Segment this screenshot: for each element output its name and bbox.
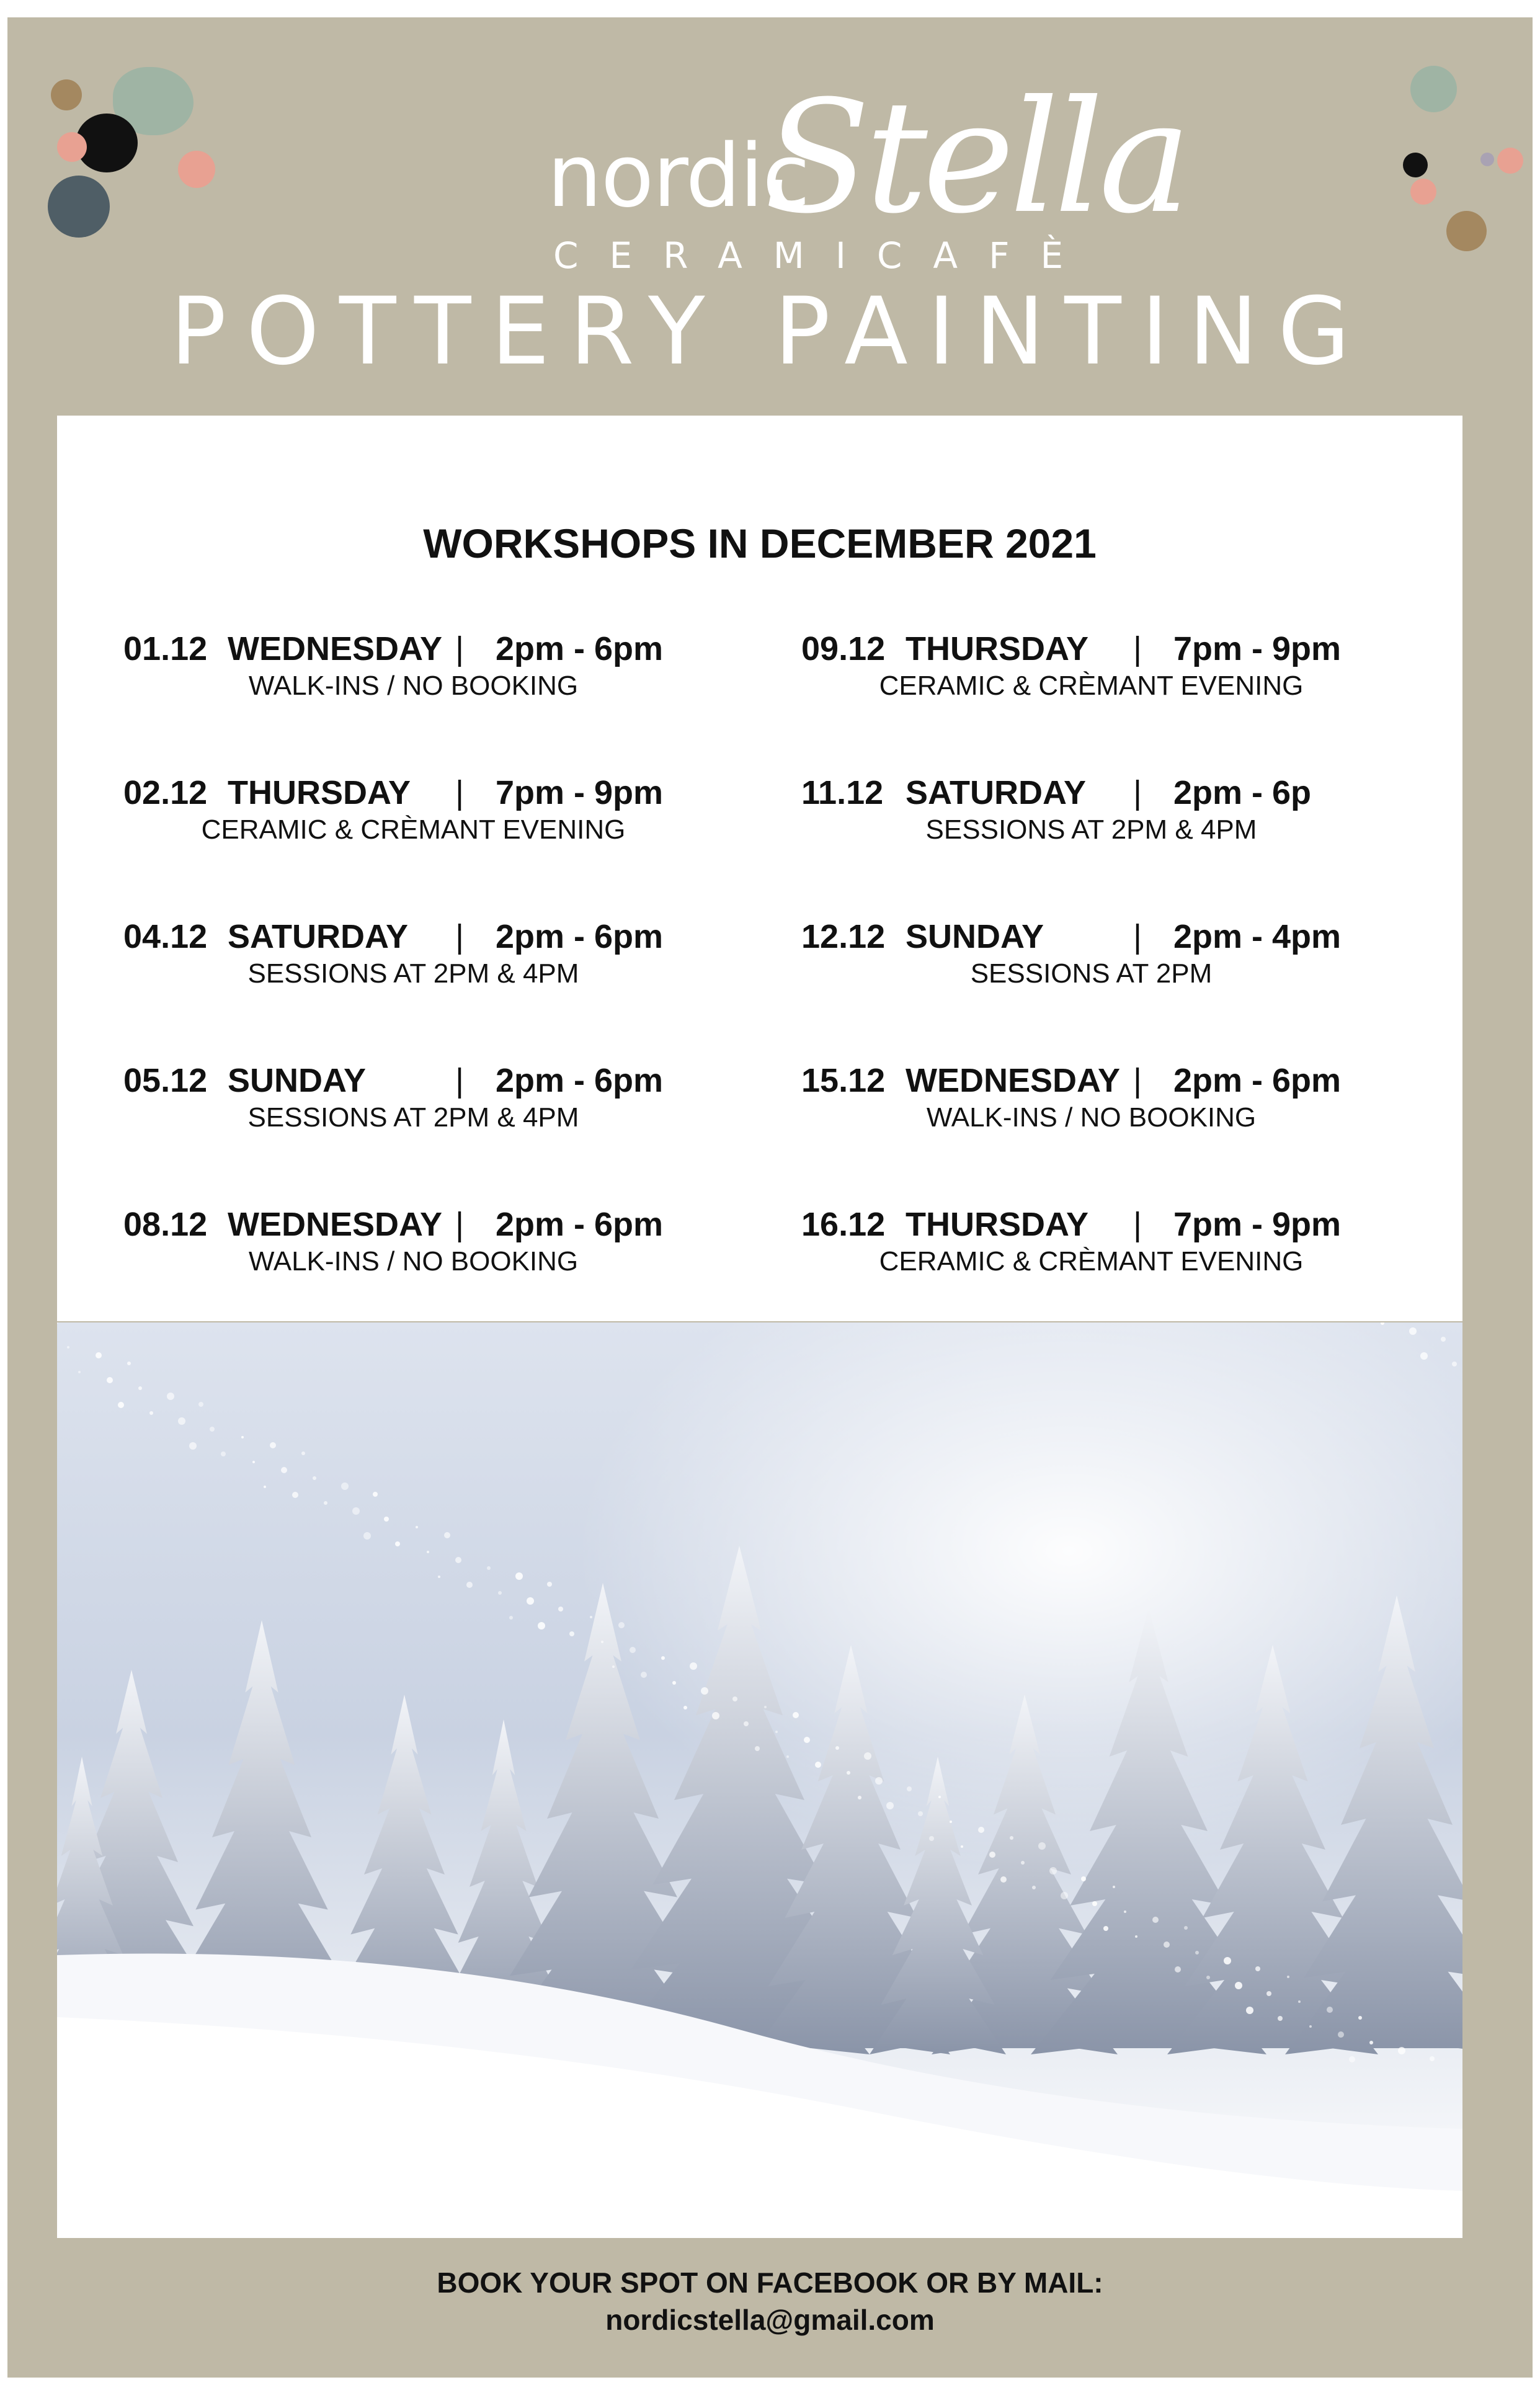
snowflake [1081,1876,1086,1881]
workshop-entry [801,1061,1422,1148]
snowflake [661,1656,665,1660]
page-title: POTTERY PAINTING [170,278,1370,386]
header [7,17,1533,414]
snowflake [178,1417,185,1425]
workshop-entry [801,630,1422,716]
workshop-note: WALK-INS / NO BOOKING [926,1102,1257,1133]
workshop-separator: | [455,630,465,667]
snowflake [1124,1910,1126,1913]
snowflake [515,1572,523,1580]
snowflake [292,1492,298,1498]
workshop-date: 05.12 [123,1062,208,1099]
snowflake [509,1616,513,1620]
workshop-note: SESSIONS AT 2PM & 4PM [247,958,579,989]
snowflake [786,1755,789,1758]
snowflake [558,1607,563,1612]
snowflake [1032,1886,1036,1889]
workshop-date: 12.12 [801,918,886,955]
snowflake [1266,1991,1271,1996]
schedule-panel [57,416,1462,1321]
snowflake [847,1771,850,1775]
snowflake [78,1371,81,1373]
snowflake [815,1762,821,1768]
snowflake [1049,1867,1057,1875]
snowflake [918,1811,923,1816]
snowflake [1092,1901,1097,1906]
snowflake [630,1647,636,1653]
snowflake [690,1662,697,1670]
workshop-note: SESSIONS AT 2PM [970,958,1213,989]
snowflake [138,1386,142,1390]
workshop-time: 7pm - 9pm [1173,630,1342,667]
snowflake [301,1451,305,1455]
workshop-date: 16.12 [801,1206,886,1243]
workshop-date: 02.12 [123,774,208,811]
snowflake [241,1436,244,1438]
snowflake [1255,1966,1260,1971]
snowflake [1409,1327,1417,1335]
snowflake [96,1352,102,1358]
snowflake [1164,1941,1170,1948]
brand-name-nordic: nordic [547,126,809,227]
snowflake [755,1746,760,1751]
workshop-note: CERAMIC & CRÈMANT EVENING [201,814,626,845]
snowflake [1338,2031,1344,2038]
snowflake [118,1402,124,1408]
workshop-time: 2pm - 6pm [496,918,664,955]
snowflake [538,1622,545,1629]
snowflake [1135,1935,1137,1938]
snowflake [1235,1982,1242,1989]
workshop-note: SESSIONS AT 2PM & 4PM [925,814,1257,845]
snowflake [149,1411,153,1415]
snowflake [1309,2025,1312,2028]
snowflake [989,1852,995,1858]
snowflake [363,1532,371,1540]
workshop-day: SUNDAY [228,1062,367,1099]
snowflake [210,1427,215,1432]
snowflake [793,1712,799,1718]
snowflake [1349,2056,1355,2062]
snowflake [1441,1337,1446,1342]
snowflake [189,1442,197,1450]
snowy-forest-image [57,1322,1462,2238]
snowflake [864,1752,871,1760]
workshop-date: 11.12 [801,774,884,811]
workshop-separator: | [455,774,465,811]
workshop-day: WEDNESDAY [228,1206,443,1243]
snowflake [744,1721,749,1726]
snowflake [618,1622,625,1628]
workshop-day: WEDNESDAY [228,630,443,667]
workshop-date: 08.12 [123,1206,208,1243]
snowflake [527,1597,534,1605]
workshop-entry [801,1205,1422,1292]
workshop-separator: | [1133,918,1142,955]
snowflake [1278,2016,1283,2021]
snowflake [1327,2007,1333,2013]
snowflake [67,1346,69,1349]
workshop-note: SESSIONS AT 2PM & 4PM [247,1102,579,1133]
workshop-time: 2pm - 6p [1173,774,1312,811]
snowflake [858,1796,861,1799]
snowflake [875,1777,883,1785]
snowflake [395,1541,400,1546]
workshop-separator: | [1133,1062,1142,1099]
snowflake [1021,1861,1025,1865]
workshop-day: THURSDAY [228,774,411,811]
workshop-day: SATURDAY [906,774,1087,811]
snowflake [712,1712,719,1719]
snowflake [1184,1926,1188,1930]
workshop-time: 7pm - 9pm [496,774,664,811]
workshop-separator: | [455,1206,465,1243]
snowflake [732,1696,737,1701]
workshop-day: SATURDAY [228,918,409,955]
workshop-separator: | [455,1062,465,1099]
workshop-entry [123,1205,744,1292]
booking-instructions: BOOK YOUR SPOT ON FACEBOOK OR BY MAIL: [437,2267,1103,2299]
snowflake [167,1393,174,1400]
snowflake [498,1591,502,1595]
workshop-date: 15.12 [801,1062,886,1099]
workshop-time: 2pm - 4pm [1173,918,1342,955]
snowflake [764,1706,767,1708]
snowflake [1000,1876,1007,1883]
snowflake [427,1551,429,1553]
snowflake [601,1641,603,1643]
brand-tagline: CERAMICAFÈ [553,234,1095,277]
workshop-entry [801,917,1422,1004]
snowflake [270,1442,276,1448]
snowflake [1103,1926,1108,1931]
workshop-note: WALK-INS / NO BOOKING [248,1246,579,1277]
workshop-day: THURSDAY [906,630,1089,667]
schedule-heading: WORKSHOPS IN DECEMBER 2021 [423,520,1097,566]
snowflake [590,1616,592,1618]
snowflake [466,1582,473,1588]
snowflake [683,1706,687,1710]
workshop-entry [123,630,744,716]
snowflake [313,1476,316,1480]
workshop-separator: | [1133,774,1142,811]
snowflake [107,1377,113,1383]
workshop-note: CERAMIC & CRÈMANT EVENING [879,671,1304,701]
workshop-time: 2pm - 6pm [496,630,664,667]
workshop-entry [801,773,1422,860]
snowflake [455,1557,461,1563]
workshop-time: 2pm - 6pm [1173,1062,1342,1099]
snowflake [886,1802,894,1809]
workshop-entry [123,1061,744,1148]
snowflake [929,1836,934,1841]
snowflake [1420,1352,1428,1360]
snowflake [487,1566,491,1570]
workshop-time: 2pm - 6pm [496,1062,664,1099]
snowflake [1430,2056,1435,2061]
snowflake [1195,1951,1199,1955]
snowflake [1038,1842,1046,1850]
snowflake [938,1796,941,1798]
workshop-date: 01.12 [123,630,208,667]
workshop-note: WALK-INS / NO BOOKING [248,671,579,701]
workshop-separator: | [455,918,465,955]
snowflake [1113,1886,1115,1888]
snowflake [373,1492,378,1497]
workshop-entry [123,773,744,860]
snowflake [672,1681,676,1685]
snowflake [907,1786,912,1791]
snowflake [641,1672,647,1678]
snowflake [127,1362,131,1365]
snowflake [547,1582,552,1587]
workshop-date: 09.12 [801,630,886,667]
snowflake [438,1576,440,1578]
snowflake [1206,1976,1210,1979]
workshop-note: CERAMIC & CRÈMANT EVENING [879,1246,1304,1277]
snowflake [1061,1892,1068,1899]
snowflake [341,1482,349,1490]
snowflake [1010,1836,1013,1840]
workshop-separator: | [1133,630,1142,667]
snowflake [1358,2016,1362,2020]
snowflake [804,1737,810,1743]
snowflake [221,1451,226,1456]
snowflake [1246,2007,1253,2014]
snowflake [1224,1957,1231,1964]
workshop-entry [123,917,744,1004]
snowflake [961,1845,963,1848]
snowflake [1175,1966,1181,1973]
workshop-day: SUNDAY [906,918,1044,955]
snowflake [1369,2041,1373,2044]
snowflake [978,1827,984,1833]
snowflake [950,1821,952,1823]
snowflake [835,1746,839,1750]
workshop-time: 2pm - 6pm [496,1206,664,1243]
booking-email: nordicstella@gmail.com [605,2304,935,2336]
snowflake [701,1687,708,1695]
snowflake [352,1507,360,1515]
workshop-day: THURSDAY [906,1206,1089,1243]
brand-name-stella: Stella [764,67,1186,247]
snowflake [1452,1362,1457,1366]
snowflake [198,1402,203,1407]
snowflake [1398,2047,1405,2054]
snowflake [444,1532,450,1538]
snowflake [324,1501,327,1505]
workshop-time: 7pm - 9pm [1173,1206,1342,1243]
snowflake [416,1526,418,1528]
snowflake [612,1665,615,1668]
snowflake [1298,2000,1301,2003]
snowflake [384,1517,389,1522]
snowflake [252,1461,255,1463]
poster [7,17,1533,2378]
snowflake [264,1486,266,1488]
workshop-date: 04.12 [123,918,208,955]
workshop-day: WEDNESDAY [906,1062,1121,1099]
snowflake [1287,1976,1289,1978]
snowflake [1152,1917,1159,1923]
snowflake [569,1631,574,1636]
workshop-separator: | [1133,1206,1142,1243]
snowflake [281,1467,287,1473]
snowflake [775,1731,778,1733]
